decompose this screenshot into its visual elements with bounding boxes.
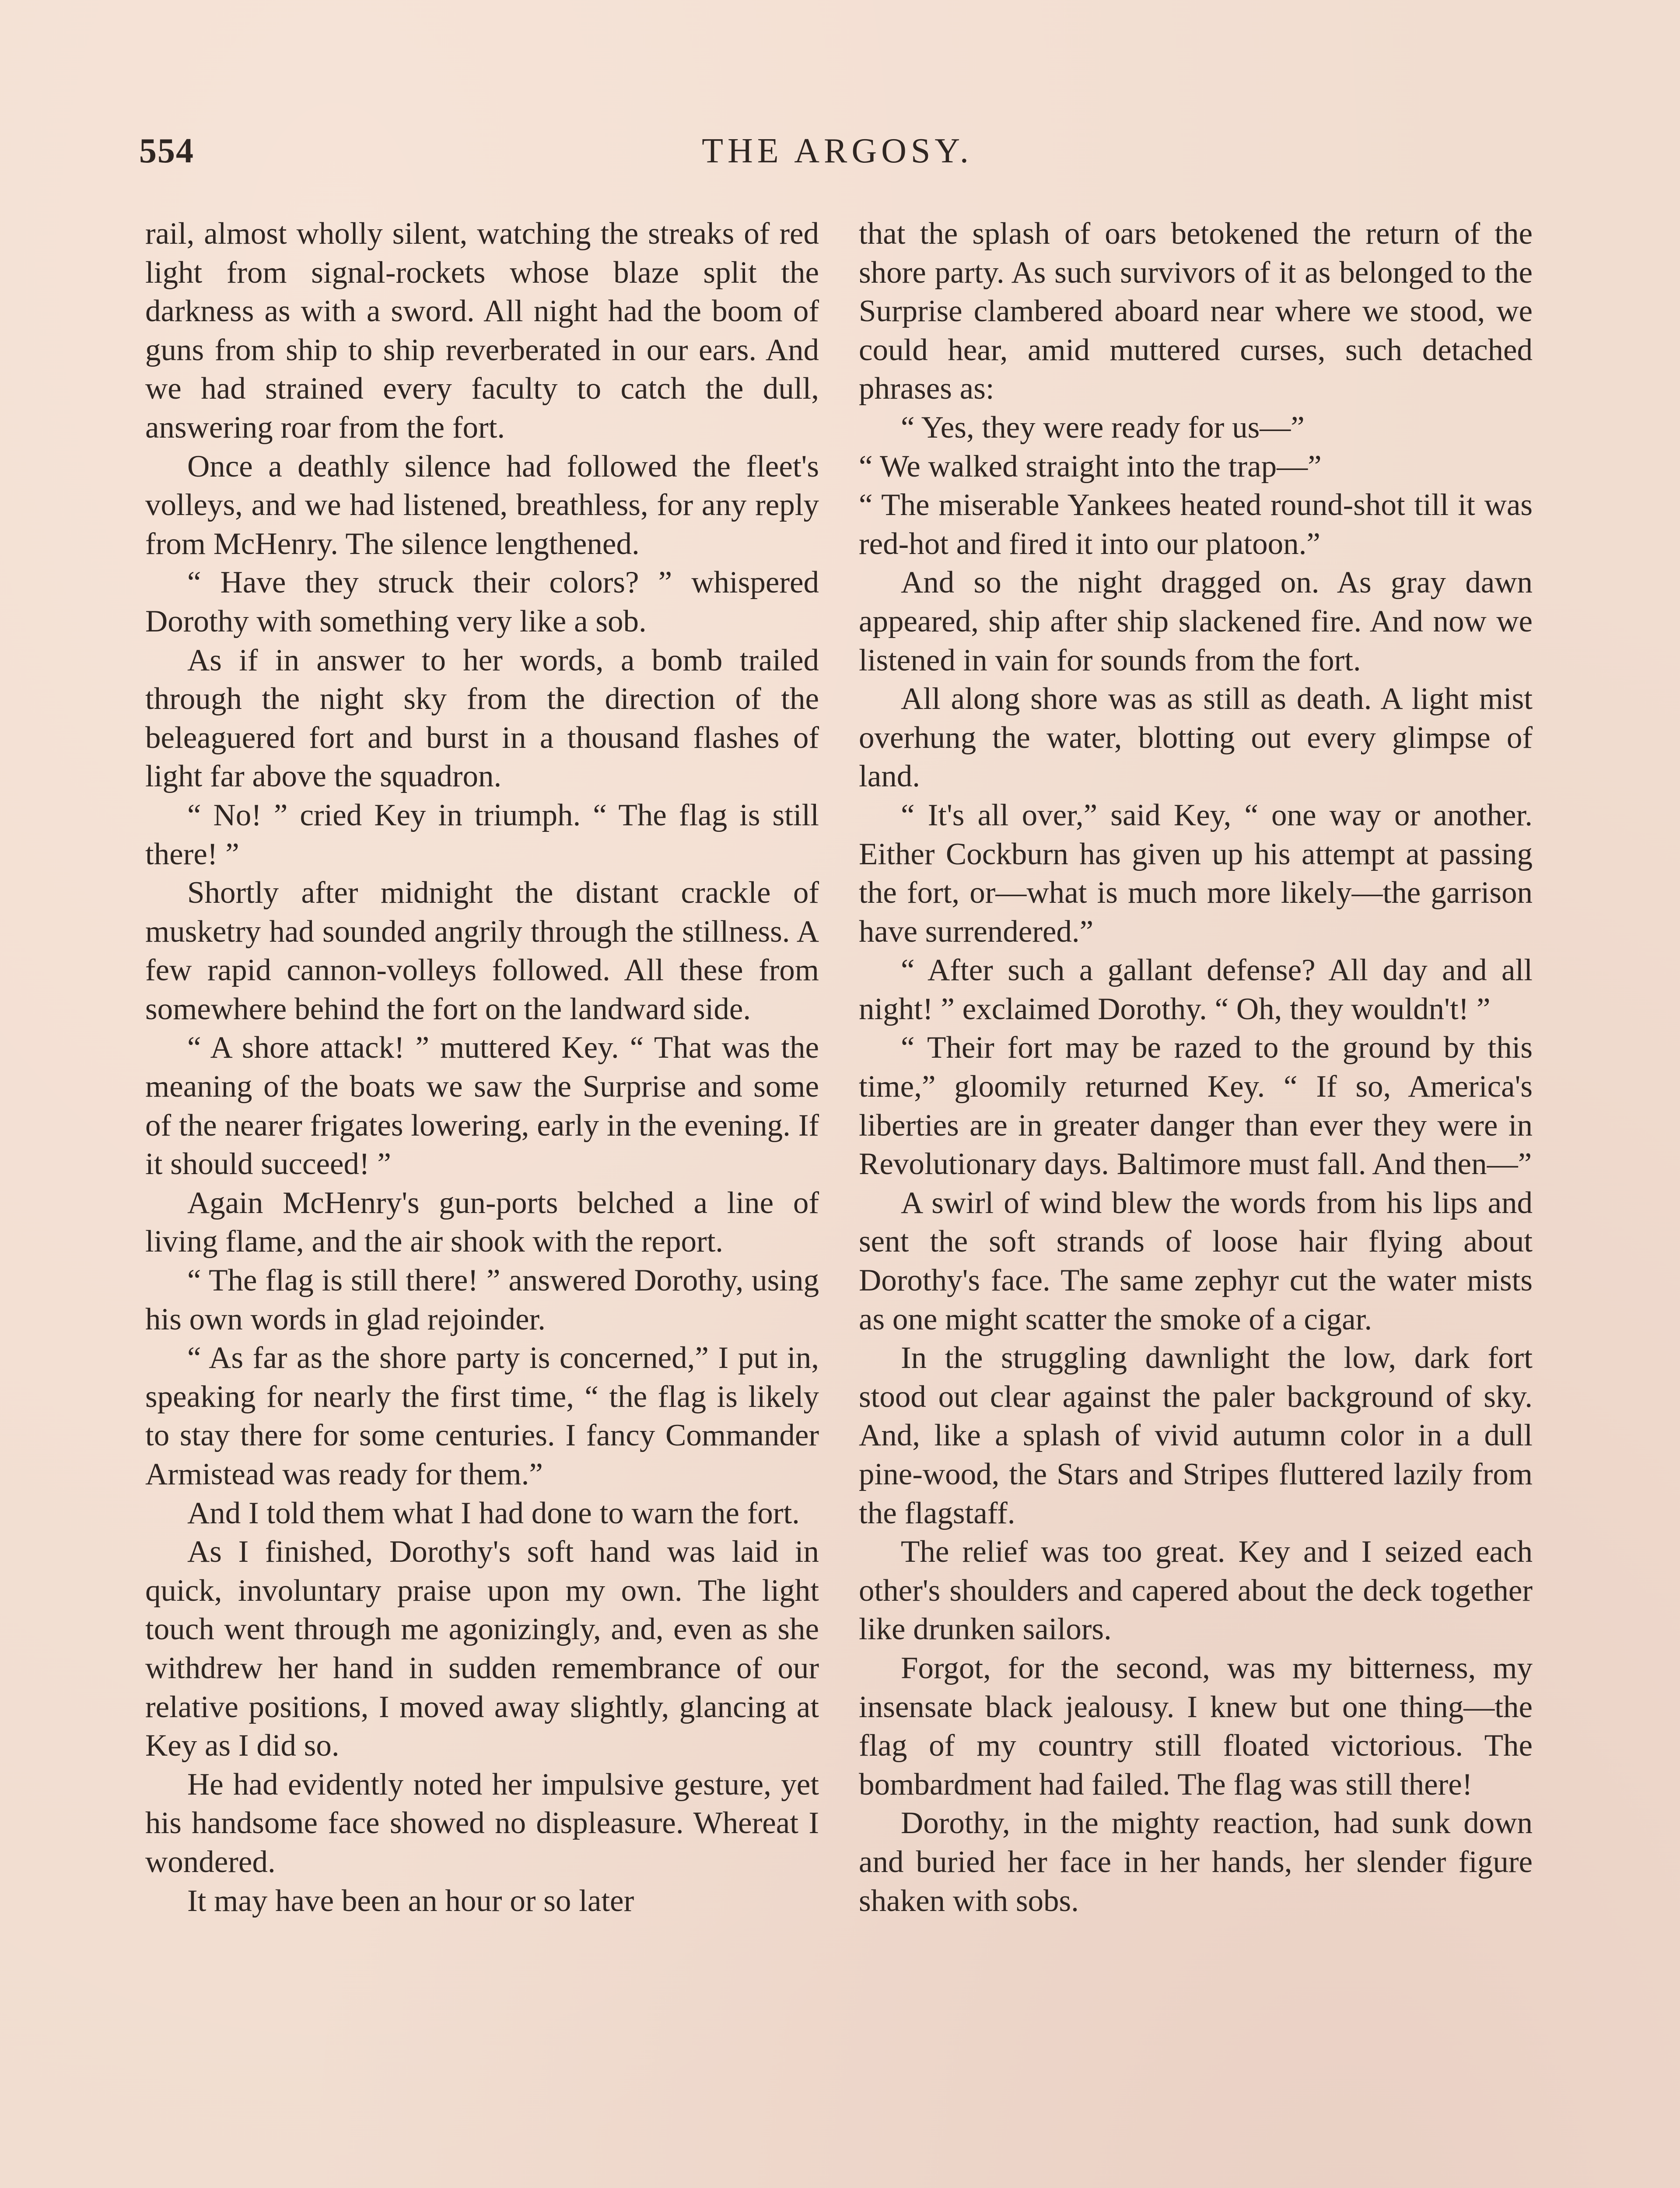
paragraph: As I finished, Dorothy's soft hand was laid in quick, involuntary praise upon my own. The light touch went through me agonizingly, and, even as she withdrew her hand in sudden remembrance of our relative positions, I moved away slightly, glancing at Key as I did so. <box>145 1535 819 1763</box>
paragraph: “ No! ” cried Key in triumph. “ The flag is still there! ” <box>145 798 819 871</box>
paragraph: It may have been an hour or so later <box>187 1883 634 1918</box>
page-header <box>139 131 1536 184</box>
page-number: 554 <box>139 132 194 170</box>
paragraph: And so the night dragged on. As gray dawn appeared, ship after ship slackened fire. And now we listened in vain for sounds from the fort. <box>859 565 1533 677</box>
paragraph: And I told them what I had done to warn the fort. <box>187 1496 800 1530</box>
paragraph: “ A shore attack! ” muttered Key. “ That was the meaning of the boats we saw the Surprise and some of the nearer frigates lowering, early in the evening. If it should succeed! ” <box>145 1031 819 1182</box>
paragraph: “ As far as the shore party is concerned,” I put in, speaking for nearly the first time, “ the flag is likely to stay there for some centuries. I fancy Commander Armistead was ready for them.” <box>145 1341 819 1491</box>
right-column <box>859 214 1533 1920</box>
paragraph: Again McHenry's gun-ports belched a line of living flame, and the air shook with the report. <box>145 1185 819 1259</box>
paragraph: Forgot, for the second, was my bitterness, my insensate black jealousy. I knew but one thing—the flag of my country still floated victorious. The bombardment had failed. The flag was still there! <box>859 1651 1533 1802</box>
paragraph: “ We walked straight into the trap—” <box>859 449 1322 484</box>
running-title: THE ARGOSY. <box>702 132 973 170</box>
paragraph: “ After such a gallant defense? All day and all night! ” exclaimed Dorothy. “ Oh, they wouldn't! ” <box>859 953 1533 1026</box>
paragraph: Once a deathly silence had followed the fleet's volleys, and we had listened, breathless, for any reply from McHenry. The silence lengthened. <box>145 449 819 561</box>
paragraph: rail, almost wholly silent, watching the streaks of red light from signal-rockets whose blaze split the darkness as with a sword. All night had the boom of guns from ship to ship reverberated in our ears. And we had strained every faculty to catch the dull, answering roar from the fort. <box>145 217 819 445</box>
paragraph: The relief was too great. Key and I seized each other's shoulders and capered about the deck together like drunken sailors. <box>859 1535 1533 1647</box>
paragraph: “ The miserable Yankees heated round-shot till it was red-hot and fired it into our platoon.” <box>859 488 1533 561</box>
paragraph: He had evidently noted her impulsive gesture, yet his handsome face showed no displeasure. Whereat I wondered. <box>145 1767 819 1879</box>
paragraph: Dorothy, in the mighty reaction, had sunk down and buried her face in her hands, her slender figure shaken with sobs. <box>859 1806 1533 1918</box>
paragraph: “ Have they struck their colors? ” whispered Dorothy with something very like a sob. <box>145 565 819 638</box>
left-column <box>145 214 819 1920</box>
paragraph: “ Their fort may be razed to the ground by this time,” gloomily returned Key. “ If so, America's liberties are in greater danger than ever they were in Revolutionary days. Baltimore must fall. And then—” <box>859 1031 1533 1182</box>
paragraph: A swirl of wind blew the words from his lips and sent the soft strands of loose hair flying about Dorothy's face. The same zephyr cut the water mists as one might scatter the smoke of a cigar. <box>859 1185 1533 1336</box>
paragraph: that the splash of oars betokened the return of the shore party. As such survivors of it as belonged to the Surprise clambered aboard near where we stood, we could hear, amid muttered curses, such detached phrases as: <box>859 217 1533 406</box>
paragraph: As if in answer to her words, a bomb trailed through the night sky from the direction of the beleaguered fort and burst in a thousand flashes of light far above the squadron. <box>145 643 819 794</box>
paragraph: “ The flag is still there! ” answered Dorothy, using his own words in glad rejoinder. <box>145 1263 819 1336</box>
paragraph: In the struggling dawnlight the low, dark fort stood out clear against the paler background of sky. And, like a splash of vivid autumn color in a dull pine-wood, the Stars and Stripes fluttered lazily from the flagstaff. <box>859 1341 1533 1530</box>
paragraph: “ It's all over,” said Key, “ one way or another. Either Cockburn has given up his attempt at passing the fort, or—what is much more likely—the garrison have surrendered.” <box>859 798 1533 949</box>
paragraph: All along shore was as still as death. A light mist overhung the water, blotting out every glimpse of land. <box>859 682 1533 794</box>
paragraph: “ Yes, they were ready for us—” <box>901 410 1305 445</box>
paragraph: Shortly after midnight the distant crackle of musketry had sounded angrily through the stillness. A few rapid cannon-volleys followed. All these from somewhere behind the fort on the landward side. <box>145 876 819 1026</box>
